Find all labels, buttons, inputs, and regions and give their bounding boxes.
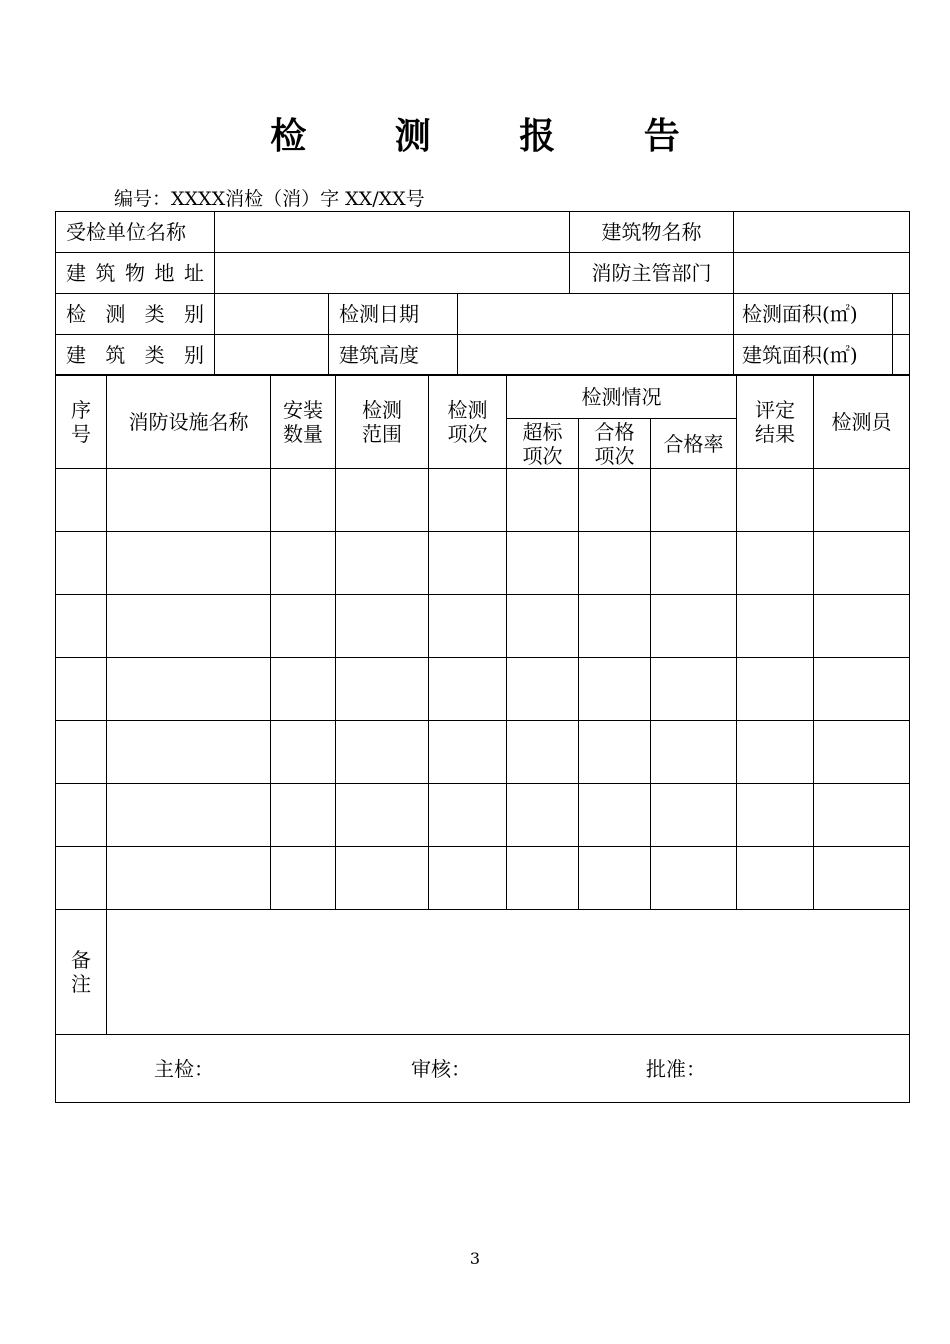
table-cell[interactable] bbox=[56, 469, 107, 532]
inspection-type-label: 检 测 类 别 bbox=[56, 294, 215, 335]
chief-inspector-label: 主检： bbox=[154, 1057, 214, 1081]
table-cell[interactable] bbox=[507, 658, 579, 721]
table-cell[interactable] bbox=[56, 784, 107, 847]
table-cell[interactable] bbox=[271, 658, 336, 721]
report-title: 检 测 报 告 bbox=[270, 116, 718, 157]
col-inspector-header: 检测员 bbox=[814, 375, 910, 469]
table-cell[interactable] bbox=[429, 784, 507, 847]
data-rows bbox=[56, 469, 910, 910]
table-row bbox=[56, 721, 910, 784]
building-name-label: 建筑物名称 bbox=[570, 212, 734, 253]
building-type-label: 建 筑 类 别 bbox=[56, 335, 215, 376]
table-cell[interactable] bbox=[271, 847, 336, 910]
fire-authority-value[interactable] bbox=[734, 253, 910, 294]
table-cell[interactable] bbox=[336, 784, 429, 847]
table-cell[interactable] bbox=[737, 469, 814, 532]
col-result-header: 评定结果 bbox=[737, 375, 814, 469]
table-cell[interactable] bbox=[271, 532, 336, 595]
table-cell[interactable] bbox=[814, 784, 910, 847]
table-cell[interactable] bbox=[579, 721, 651, 784]
building-height-value[interactable] bbox=[458, 335, 734, 376]
building-address-value[interactable] bbox=[215, 253, 570, 294]
info-table bbox=[55, 211, 910, 376]
table-cell[interactable] bbox=[651, 469, 737, 532]
table-cell[interactable] bbox=[107, 595, 271, 658]
table-cell[interactable] bbox=[579, 595, 651, 658]
table-cell[interactable] bbox=[107, 721, 271, 784]
table-cell[interactable] bbox=[429, 721, 507, 784]
inspection-area-value[interactable] bbox=[893, 294, 910, 335]
table-cell[interactable] bbox=[651, 532, 737, 595]
table-cell[interactable] bbox=[429, 658, 507, 721]
building-type-value[interactable] bbox=[215, 335, 329, 376]
table-cell[interactable] bbox=[107, 847, 271, 910]
table-cell[interactable] bbox=[107, 658, 271, 721]
table-row bbox=[56, 532, 910, 595]
table-cell[interactable] bbox=[429, 847, 507, 910]
inspected-unit-label: 受检单位名称 bbox=[56, 212, 215, 253]
table-cell[interactable] bbox=[507, 532, 579, 595]
table-cell[interactable] bbox=[737, 721, 814, 784]
col-seq-header: 序号 bbox=[56, 375, 107, 469]
table-cell[interactable] bbox=[737, 595, 814, 658]
table-cell[interactable] bbox=[271, 595, 336, 658]
table-cell[interactable] bbox=[651, 595, 737, 658]
table-cell[interactable] bbox=[56, 658, 107, 721]
table-cell[interactable] bbox=[579, 658, 651, 721]
table-cell[interactable] bbox=[651, 658, 737, 721]
table-cell[interactable] bbox=[814, 595, 910, 658]
document-number: 编号：XXXX消检（消）字 XX/XX号 bbox=[114, 188, 425, 210]
approver-label: 批准： bbox=[646, 1057, 706, 1081]
table-row bbox=[56, 595, 910, 658]
inspection-area-label: 检测面积(㎡) bbox=[734, 294, 893, 335]
table-cell[interactable] bbox=[107, 469, 271, 532]
table-cell[interactable] bbox=[336, 469, 429, 532]
table-cell[interactable] bbox=[429, 469, 507, 532]
table-cell[interactable] bbox=[336, 721, 429, 784]
table-cell[interactable] bbox=[579, 847, 651, 910]
table-cell[interactable] bbox=[429, 532, 507, 595]
col-items-header: 检测项次 bbox=[429, 375, 507, 469]
table-cell[interactable] bbox=[579, 784, 651, 847]
table-cell[interactable] bbox=[737, 658, 814, 721]
table-cell[interactable] bbox=[56, 532, 107, 595]
table-cell[interactable] bbox=[271, 784, 336, 847]
table-cell[interactable] bbox=[814, 469, 910, 532]
table-cell[interactable] bbox=[814, 658, 910, 721]
inspected-unit-value[interactable] bbox=[215, 212, 570, 253]
col-scope-header: 检测范围 bbox=[336, 375, 429, 469]
reviewer-label: 审核： bbox=[411, 1057, 471, 1081]
table-row bbox=[56, 469, 910, 532]
building-height-label: 建筑高度 bbox=[329, 335, 458, 376]
page-number: 3 bbox=[469, 1249, 481, 1268]
col-pass-rate-header: 合格率 bbox=[651, 419, 737, 469]
table-cell[interactable] bbox=[507, 784, 579, 847]
col-facility-header: 消防设施名称 bbox=[107, 375, 271, 469]
table-cell[interactable] bbox=[56, 721, 107, 784]
table-cell[interactable] bbox=[56, 595, 107, 658]
table-cell[interactable] bbox=[507, 721, 579, 784]
table-cell[interactable] bbox=[737, 847, 814, 910]
remark-label: 备注 bbox=[56, 910, 107, 1035]
table-cell[interactable] bbox=[651, 784, 737, 847]
table-cell[interactable] bbox=[271, 721, 336, 784]
table-cell[interactable] bbox=[814, 847, 910, 910]
table-cell[interactable] bbox=[507, 595, 579, 658]
col-install-qty-header: 安装数量 bbox=[271, 375, 336, 469]
table-cell[interactable] bbox=[336, 847, 429, 910]
table-cell[interactable] bbox=[651, 721, 737, 784]
building-name-value[interactable] bbox=[734, 212, 910, 253]
table-cell[interactable] bbox=[271, 469, 336, 532]
table-cell[interactable] bbox=[336, 532, 429, 595]
table-row bbox=[56, 847, 910, 910]
table-row bbox=[56, 658, 910, 721]
fire-authority-label: 消防主管部门 bbox=[570, 253, 734, 294]
table-row bbox=[56, 784, 910, 847]
table-cell[interactable] bbox=[56, 847, 107, 910]
table-cell[interactable] bbox=[336, 595, 429, 658]
table-cell[interactable] bbox=[429, 595, 507, 658]
table-cell[interactable] bbox=[737, 532, 814, 595]
table-cell[interactable] bbox=[814, 532, 910, 595]
table-cell[interactable] bbox=[107, 532, 271, 595]
table-cell[interactable] bbox=[651, 847, 737, 910]
table-cell[interactable] bbox=[107, 784, 271, 847]
table-cell[interactable] bbox=[336, 658, 429, 721]
table-cell[interactable] bbox=[507, 847, 579, 910]
facility-table bbox=[55, 374, 910, 1103]
remark-value[interactable] bbox=[107, 910, 910, 1035]
table-cell[interactable] bbox=[814, 721, 910, 784]
building-area-label: 建筑面积(㎡) bbox=[734, 335, 893, 376]
table-cell[interactable] bbox=[737, 784, 814, 847]
inspection-type-value[interactable] bbox=[215, 294, 329, 335]
col-qualified-header: 合格项次 bbox=[579, 419, 651, 469]
building-area-value[interactable] bbox=[893, 335, 910, 376]
table-cell[interactable] bbox=[507, 469, 579, 532]
col-situation-header: 检测情况 bbox=[507, 375, 737, 419]
table-cell[interactable] bbox=[579, 532, 651, 595]
signature-row bbox=[56, 1035, 910, 1103]
col-over-standard-header: 超标项次 bbox=[507, 419, 579, 469]
inspection-date-label: 检测日期 bbox=[329, 294, 458, 335]
inspection-date-value[interactable] bbox=[458, 294, 734, 335]
table-cell[interactable] bbox=[579, 469, 651, 532]
building-address-label: 建 筑 物 地 址 bbox=[56, 253, 215, 294]
